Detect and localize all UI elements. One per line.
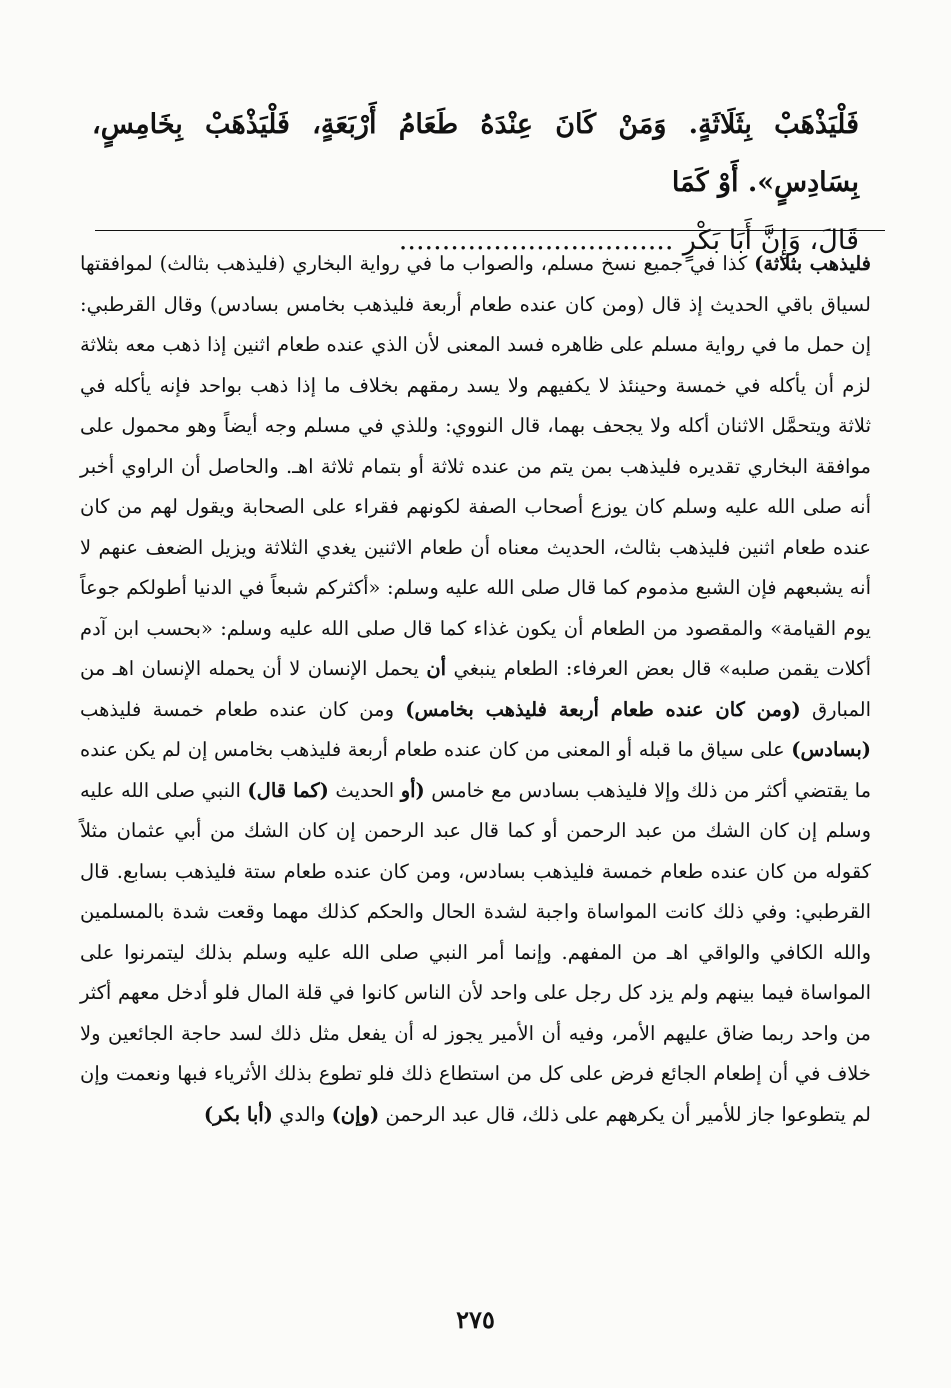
commentary-run: يحمل الإنسان لا أن يحمله الإنسان اهـ من المبارق [80,657,871,721]
commentary-bold: أن [426,657,447,680]
commentary-bold: فليذهب بثلاثة) [754,252,871,275]
commentary-run: والدي [272,1102,332,1126]
page-number: ٢٧٥ [456,1305,495,1334]
commentary-bold: (وإن) [331,1102,380,1126]
commentary-run: الحديث [328,778,401,802]
commentary-bold: (أبا بكر) [203,1102,273,1126]
commentary-text [80,244,871,1135]
separator-rule [95,230,885,231]
commentary-bold: (ومن كان عنده طعام أربعة فليذهب بخامس) [405,697,801,721]
commentary-bold: (كما قال) [247,778,329,802]
commentary-run: ومن كان عنده طعام خمسة فليذهب [80,697,406,721]
continuation-dots: ................................ [398,225,674,256]
hadith-line-2: قَالَ، وَإِنَّ أَبَا بَكْرٍ [682,225,859,256]
commentary-bold: (بسادس) [791,738,871,761]
commentary-run: كذا في جميع نسخ مسلم، والصواب ما في رواية البخاري (فليذهب بثالث) لموافقتها لسياق باقي الحديث إذ قال (ومن كان عنده طعام أربعة فليذهب بخامس بسادس) وقال القرطبي: إن حمل ما في رواية مسلم على ظاهره فسد المعنى لأن الذي عنده طعام اثنين إذا ذهب معه بثلاثة لزم أن يأكله في خمسة وحينئذ لا يكفيهم ولا يسد رمقهم بخلاف ما إذا ذهب بواحد فإنه يأكله في ثلاثة ويتحمَّل الاثنان أكله ولا يجحف بهما، قال النووي: وللذي في مسلم وجه أيضاً وهو محمول على موافقة البخاري تقديره فليذهب بمن يتم من عنده ثلاثة أو بتمام ثلاثة اهـ. والحاصل أن الراوي أخبر أنه صلى الله عليه وسلم كان يوزع أصحاب الصفة لكونهم فقراء على الصحابة ويقول لهم من كان عنده طعام اثنين فليذهب بثالث، الحديث معناه أن طعام الاثنين يغدي الثلاثة ويزيل الضعف عنهم لا أنه يشبعهم فإن الشبع مذموم كما قال صلى الله عليه وسلم: «أكثركم شبعاً في الدنيا أطولكم جوعاً يوم القيامة» والمقصود من الطعام أن يكون غذاء كما قال صلى الله عليه وسلم: «بحسب ابن آدم أكلات يقمن صلبه» قال بعض العرفاء: الطعام ينبغي [80,252,871,680]
hadith-line-1: فَلْيَذْهَبْ بِثَلَاثَةٍ. وَمَنْ كَانَ عِنْدَهُ طَعَامُ أَرْبَعَةٍ، فَلْيَذْهَبْ بِخَامِسٍ، بِسَادِسٍ». أَوْ كَمَا [92,109,859,198]
commentary-run: النبي صلى الله عليه وسلم إن كان الشك من عبد الرحمن أو كما قال عبد الرحمن إن كان الشك من أبي عثمان مثلاً كقوله من كان عنده طعام خمسة فليذهب بسادس، ومن كان عنده طعام ستة فليذهب بسابع. قال القرطبي: وفي ذلك كانت المواساة واجبة لشدة الحال والحكم كذلك مهما وقعت شدة بالمسلمين والله الكافي والواقي اهـ من المفهم. وإنما أمر النبي صلى الله عليه وسلم بذلك ليتمرنوا على المواساة فيما بينهم ولم يزد كل رجل على واحد لأن الناس كانوا في قلة المال فلو أدخل معهم أكثر من واحد ربما ضاق عليهم الأمر، وفيه أن الأمير يجوز له أن يفعل مثل ذلك لسد حاجة الجائعين ولا خلاف في أن إطعام الجائع فرض على كل من استطاع ذلك فلو تطوع بذلك الأثرياء فبها ونعمت وإن لم يتطوعوا جاز للأمير أن يكرههم على ذلك، قال عبد الرحمن [80,778,871,1126]
commentary-run: على سياق ما قبله أو المعنى من كان عنده طعام أربعة فليذهب بخامس إن لم يكن عنده ما يقتضي أكثر من ذلك وإلا فليذهب بسادس مع خامس [80,738,872,802]
commentary-bold: (أو [400,778,425,802]
